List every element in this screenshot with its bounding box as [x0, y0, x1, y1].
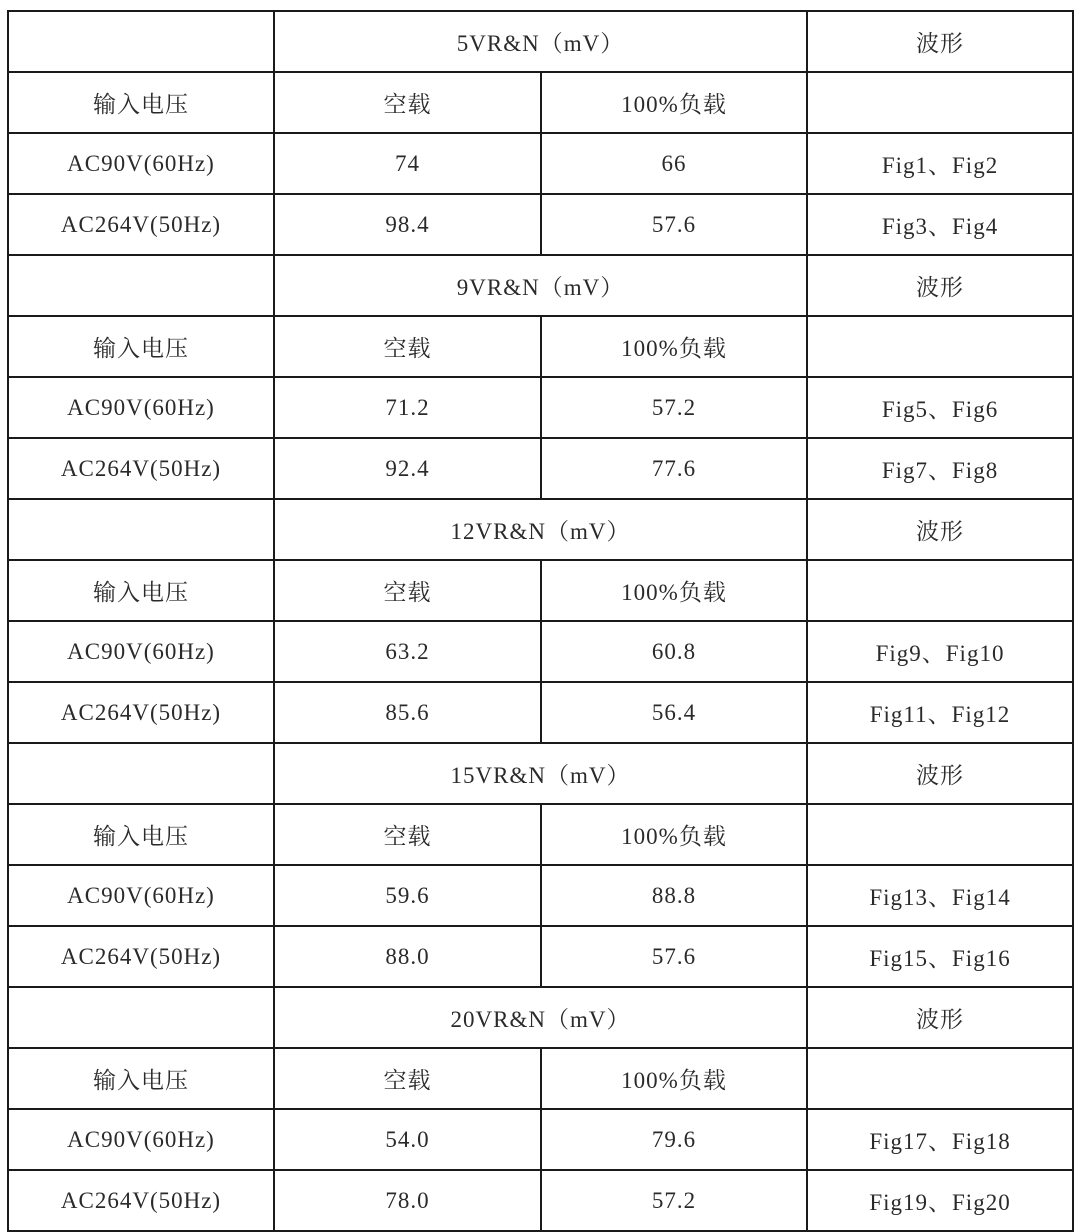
waveform-header: 波形 [807, 987, 1073, 1048]
section-title-row [8, 255, 1073, 316]
column-header-row [8, 72, 1073, 133]
full-load-value: 57.6 [541, 194, 807, 255]
table-row [8, 1170, 1073, 1231]
table-body [8, 11, 1073, 1231]
empty-cell [8, 987, 274, 1048]
no-load-header: 空载 [274, 1048, 541, 1109]
no-load-value: 74 [274, 133, 541, 194]
input-voltage-header: 输入电压 [8, 1048, 274, 1109]
full-load-header: 100%负载 [541, 560, 807, 621]
figure-refs: Fig3、Fig4 [807, 194, 1073, 255]
full-load-value: 57.2 [541, 377, 807, 438]
empty-cell [8, 255, 274, 316]
no-load-value: 98.4 [274, 194, 541, 255]
section-title: 5VR&N（mV） [274, 11, 807, 72]
column-header-row [8, 316, 1073, 377]
input-voltage: AC90V(60Hz) [8, 133, 274, 194]
waveform-header: 波形 [807, 743, 1073, 804]
input-voltage-header: 输入电压 [8, 560, 274, 621]
no-load-value: 78.0 [274, 1170, 541, 1231]
input-voltage-header: 输入电压 [8, 804, 274, 865]
figure-refs: Fig13、Fig14 [807, 865, 1073, 926]
full-load-value: 79.6 [541, 1109, 807, 1170]
input-voltage: AC264V(50Hz) [8, 194, 274, 255]
full-load-value: 66 [541, 133, 807, 194]
full-load-header: 100%负载 [541, 72, 807, 133]
table-row [8, 621, 1073, 682]
waveform-header: 波形 [807, 255, 1073, 316]
waveform-header: 波形 [807, 499, 1073, 560]
input-voltage: AC264V(50Hz) [8, 682, 274, 743]
figure-refs: Fig15、Fig16 [807, 926, 1073, 987]
no-load-value: 54.0 [274, 1109, 541, 1170]
figure-refs: Fig11、Fig12 [807, 682, 1073, 743]
full-load-header: 100%负载 [541, 1048, 807, 1109]
waveform-header: 波形 [807, 11, 1073, 72]
empty-cell [807, 72, 1073, 133]
table-row [8, 926, 1073, 987]
input-voltage: AC90V(60Hz) [8, 377, 274, 438]
input-voltage: AC264V(50Hz) [8, 1170, 274, 1231]
full-load-value: 57.2 [541, 1170, 807, 1231]
section-title: 12VR&N（mV） [274, 499, 807, 560]
no-load-header: 空载 [274, 804, 541, 865]
full-load-value: 56.4 [541, 682, 807, 743]
input-voltage: AC90V(60Hz) [8, 1109, 274, 1170]
table-row [8, 377, 1073, 438]
empty-cell [807, 1048, 1073, 1109]
column-header-row [8, 804, 1073, 865]
input-voltage: AC90V(60Hz) [8, 621, 274, 682]
no-load-value: 92.4 [274, 438, 541, 499]
section-title-row [8, 11, 1073, 72]
input-voltage: AC264V(50Hz) [8, 438, 274, 499]
input-voltage-header: 输入电压 [8, 72, 274, 133]
no-load-value: 85.6 [274, 682, 541, 743]
section-title-row [8, 499, 1073, 560]
full-load-header: 100%负载 [541, 804, 807, 865]
full-load-value: 60.8 [541, 621, 807, 682]
full-load-value: 57.6 [541, 926, 807, 987]
ripple-noise-table [7, 10, 1074, 1232]
table-row [8, 133, 1073, 194]
full-load-value: 77.6 [541, 438, 807, 499]
column-header-row [8, 560, 1073, 621]
full-load-value: 88.8 [541, 865, 807, 926]
no-load-value: 63.2 [274, 621, 541, 682]
section-title-row [8, 743, 1073, 804]
full-load-header: 100%负载 [541, 316, 807, 377]
no-load-value: 59.6 [274, 865, 541, 926]
input-voltage-header: 输入电压 [8, 316, 274, 377]
no-load-value: 71.2 [274, 377, 541, 438]
table-row [8, 194, 1073, 255]
figure-refs: Fig9、Fig10 [807, 621, 1073, 682]
table-row [8, 865, 1073, 926]
empty-cell [8, 499, 274, 560]
figure-refs: Fig7、Fig8 [807, 438, 1073, 499]
no-load-header: 空载 [274, 560, 541, 621]
section-title-row [8, 987, 1073, 1048]
empty-cell [8, 743, 274, 804]
figure-refs: Fig1、Fig2 [807, 133, 1073, 194]
input-voltage: AC90V(60Hz) [8, 865, 274, 926]
empty-cell [807, 560, 1073, 621]
empty-cell [807, 804, 1073, 865]
no-load-header: 空载 [274, 72, 541, 133]
figure-refs: Fig19、Fig20 [807, 1170, 1073, 1231]
no-load-value: 88.0 [274, 926, 541, 987]
section-title: 20VR&N（mV） [274, 987, 807, 1048]
section-title: 9VR&N（mV） [274, 255, 807, 316]
empty-cell [8, 11, 274, 72]
figure-refs: Fig17、Fig18 [807, 1109, 1073, 1170]
input-voltage: AC264V(50Hz) [8, 926, 274, 987]
table-row [8, 1109, 1073, 1170]
no-load-header: 空载 [274, 316, 541, 377]
table-row [8, 438, 1073, 499]
figure-refs: Fig5、Fig6 [807, 377, 1073, 438]
section-title: 15VR&N（mV） [274, 743, 807, 804]
empty-cell [807, 316, 1073, 377]
table-row [8, 682, 1073, 743]
column-header-row [8, 1048, 1073, 1109]
